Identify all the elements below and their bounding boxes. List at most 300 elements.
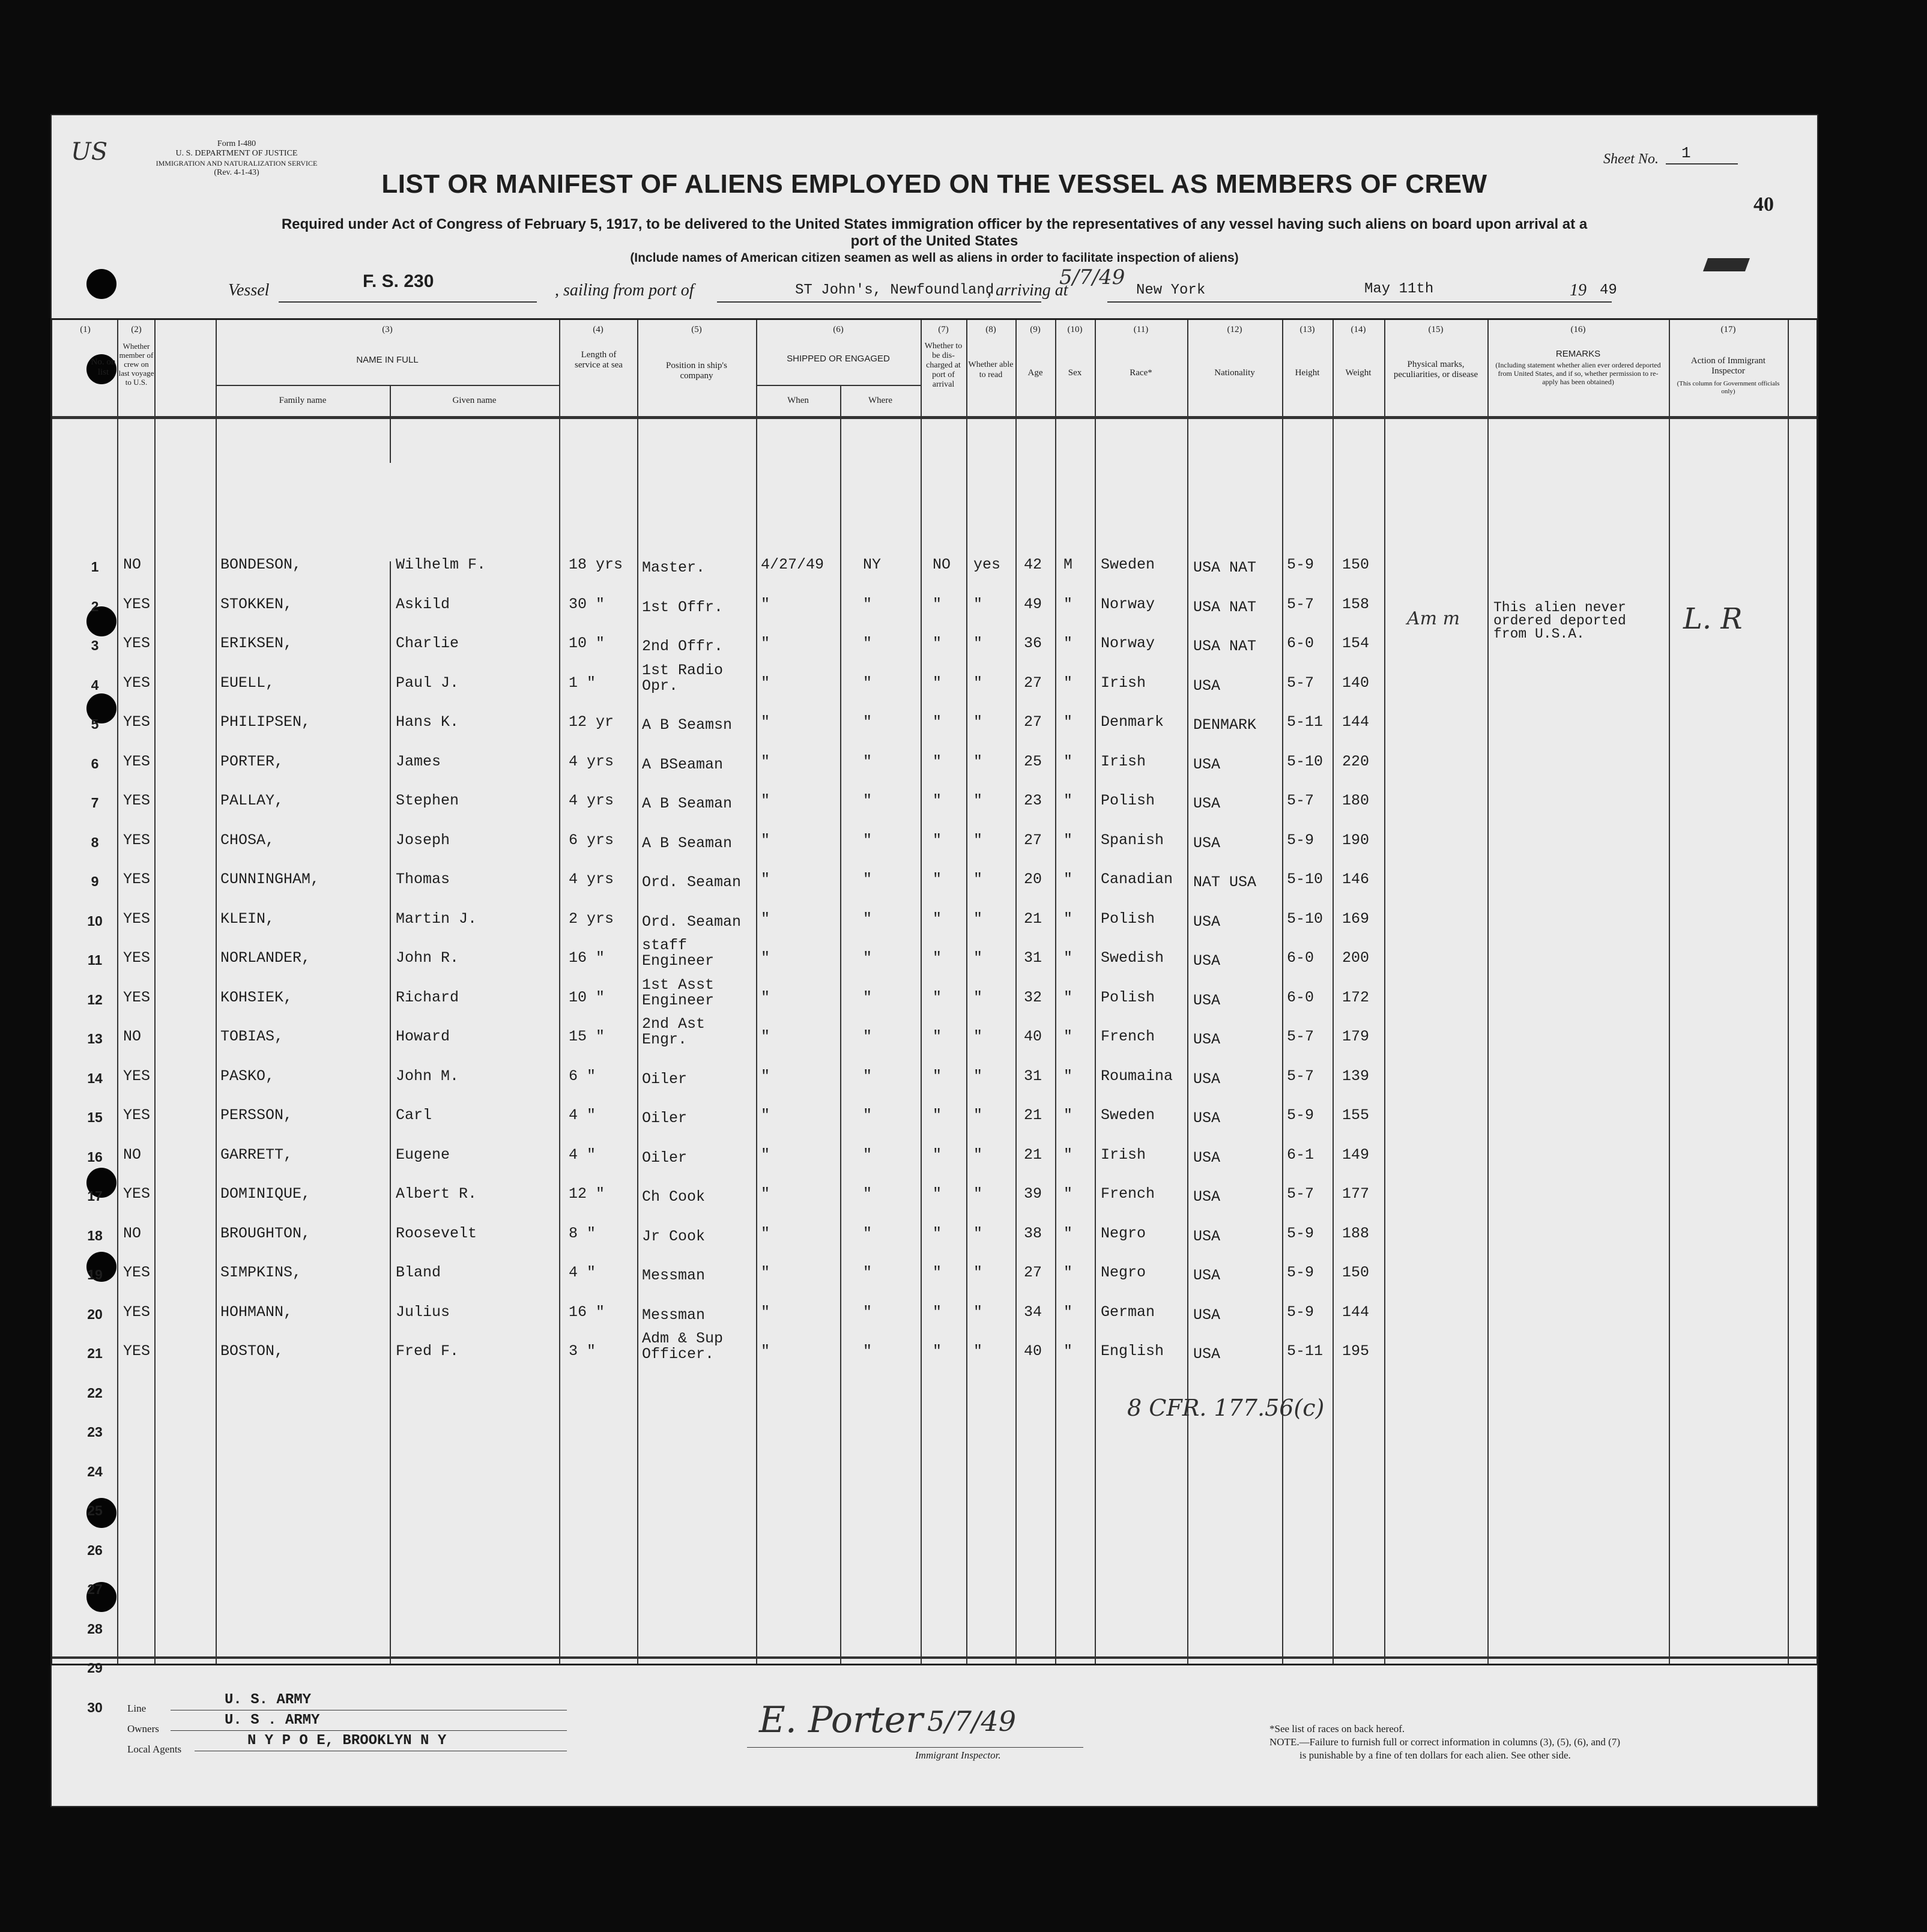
- crossed-stamp: [1703, 258, 1750, 271]
- cell-service-length: 4 ": [569, 1264, 596, 1281]
- cell-race: Roumaina: [1101, 1067, 1173, 1085]
- form-instruction: (Include names of American citizen seamen as well as aliens in order to facilitate inspection of aliens): [630, 251, 1239, 265]
- cell-sex: ": [1063, 1185, 1073, 1203]
- header-able-to-read: Whether able to read: [968, 360, 1014, 379]
- cell-discharged: ": [933, 831, 942, 849]
- cell-shipped-when: ": [761, 988, 770, 1006]
- cell-position: Adm & Sup Officer.: [642, 1330, 724, 1363]
- cell-race: German: [1101, 1303, 1155, 1321]
- row-number: 13: [87, 1031, 103, 1046]
- row-number: 11: [87, 952, 103, 968]
- row-number: 23: [87, 1424, 103, 1440]
- cell-position: A B Seaman: [642, 795, 733, 812]
- cell-position: Ord. Seaman: [642, 874, 742, 891]
- header-nationality: Nationality: [1214, 368, 1255, 378]
- cell-shipped-when: ": [761, 1146, 770, 1164]
- header-when: When: [787, 396, 809, 405]
- cell-shipped-where: ": [863, 910, 873, 928]
- row-number: 4: [91, 677, 99, 693]
- cell-shipped-where: ": [863, 1067, 873, 1085]
- cell-family-name: HOHMANN,: [220, 1303, 293, 1321]
- agents-label: Local Agents: [127, 1743, 182, 1755]
- cell-position: Oiler: [642, 1149, 688, 1167]
- header-length-service: Length of service at sea: [575, 350, 623, 370]
- cell-position: A B Seamsn: [642, 716, 733, 734]
- cell-height: 5-10: [1287, 752, 1323, 770]
- cell-height: 5-10: [1287, 871, 1323, 888]
- header-given-name: Given name: [452, 396, 497, 405]
- cell-given-name: Eugene: [396, 1146, 450, 1164]
- cell-able-to-read: ": [973, 752, 983, 770]
- cell-nationality: USA: [1193, 1227, 1221, 1245]
- owners-label: Owners: [127, 1723, 159, 1734]
- cell-race: Polish: [1101, 910, 1155, 928]
- cell-able-to-read: ": [973, 831, 983, 849]
- cell-discharged: ": [933, 910, 942, 928]
- row-number: 26: [87, 1542, 103, 1558]
- cell-service-length: 4 yrs: [569, 871, 614, 888]
- cell-weight: 158: [1342, 595, 1370, 613]
- cell-height: 5-7: [1287, 792, 1314, 809]
- cell-service-length: 16 ": [569, 1303, 605, 1321]
- cell-position: 2nd Ast Engr.: [642, 1015, 706, 1048]
- corner-mark: US: [71, 138, 108, 166]
- inspector-label: Immigrant Inspector.: [915, 1749, 1001, 1761]
- cell-last-voyage: YES: [123, 792, 151, 809]
- sheet-number: 1: [1681, 144, 1691, 162]
- cell-shipped-when: ": [761, 910, 770, 928]
- cell-position: Messman: [642, 1267, 706, 1284]
- cell-able-to-read: ": [973, 1264, 983, 1281]
- cell-weight: 150: [1342, 556, 1370, 573]
- row-number: 21: [87, 1345, 103, 1361]
- cell-able-to-read: ": [973, 871, 983, 888]
- header-whether-member: Whether member of crew on last voyage to U.S.: [118, 342, 154, 387]
- cell-discharged: ": [933, 1264, 942, 1281]
- cell-age: 31: [1024, 1067, 1042, 1085]
- cell-given-name: Askild: [396, 595, 450, 613]
- cell-last-voyage: YES: [123, 871, 151, 888]
- cell-last-voyage: YES: [123, 1106, 151, 1124]
- cell-weight: 220: [1342, 752, 1370, 770]
- cell-age: 20: [1024, 871, 1042, 888]
- cell-position: Ch Cook: [642, 1188, 706, 1206]
- cell-last-voyage: YES: [123, 1067, 151, 1085]
- cell-family-name: KOHSIEK,: [220, 988, 293, 1006]
- cell-shipped-where: ": [863, 1224, 873, 1242]
- cell-last-voyage: YES: [123, 910, 151, 928]
- row-number: 28: [87, 1620, 103, 1637]
- cell-discharged: ": [933, 988, 942, 1006]
- revision-date: (Rev. 4-1-43): [214, 168, 259, 177]
- cell-race: French: [1101, 1028, 1155, 1045]
- cell-family-name: EUELL,: [220, 674, 275, 692]
- cell-age: 21: [1024, 910, 1042, 928]
- cell-family-name: GARRETT,: [220, 1146, 293, 1164]
- cell-height: 5-9: [1287, 1264, 1314, 1281]
- cell-height: 5-9: [1287, 1106, 1314, 1124]
- row-number: 10: [87, 913, 103, 929]
- cell-given-name: Stephen: [396, 792, 459, 809]
- cell-weight: 169: [1342, 910, 1370, 928]
- signature-date: 5/7/49: [927, 1705, 1017, 1737]
- row-number: 14: [87, 1070, 103, 1086]
- cell-height: 5-7: [1287, 674, 1314, 692]
- cell-able-to-read: ": [973, 635, 983, 652]
- cell-nationality: USA: [1193, 1031, 1221, 1048]
- cell-age: 40: [1024, 1342, 1042, 1360]
- header-remarks-note: (Including statement whether alien ever ordered deported from United States, and if so, whether permission to re-apply has been obtained): [1495, 361, 1661, 386]
- cell-shipped-where: ": [863, 949, 873, 967]
- cell-sex: ": [1063, 871, 1073, 888]
- header-name-in-full: NAME IN FULL: [356, 355, 419, 365]
- cell-service-length: 3 ": [569, 1342, 596, 1360]
- cell-last-voyage: NO: [123, 1028, 142, 1045]
- header-weight: Weight: [1345, 368, 1372, 378]
- cell-age: 27: [1024, 1264, 1042, 1281]
- cell-service-length: 4 ": [569, 1146, 596, 1164]
- cell-last-voyage: YES: [123, 1303, 151, 1321]
- header-remarks: REMARKS: [1555, 349, 1601, 359]
- cell-last-voyage: NO: [123, 1224, 142, 1242]
- cell-given-name: Richard: [396, 988, 459, 1006]
- cell-shipped-when: ": [761, 871, 770, 888]
- row-number: 19: [87, 1267, 103, 1282]
- cell-discharged: ": [933, 635, 942, 652]
- cell-age: 21: [1024, 1106, 1042, 1124]
- row-number: 27: [87, 1581, 103, 1597]
- cell-given-name: Howard: [396, 1028, 450, 1045]
- cell-last-voyage: YES: [123, 988, 151, 1006]
- cell-sex: ": [1063, 949, 1073, 967]
- cell-age: 27: [1024, 831, 1042, 849]
- header-position: Position in ship's company: [666, 361, 727, 381]
- cell-able-to-read: ": [973, 674, 983, 692]
- cell-discharged: ": [933, 1224, 942, 1242]
- cell-service-length: 4 yrs: [569, 752, 614, 770]
- cell-given-name: Fred F.: [396, 1342, 459, 1360]
- vessel-label: Vessel: [228, 281, 270, 300]
- cell-position: Ord. Seaman: [642, 913, 742, 931]
- cell-shipped-when: ": [761, 713, 770, 731]
- cell-race: French: [1101, 1185, 1155, 1203]
- cell-weight: 155: [1342, 1106, 1370, 1124]
- arriving-label: , arriving at: [987, 281, 1068, 300]
- cell-age: 23: [1024, 792, 1042, 809]
- cell-height: 6-0: [1287, 949, 1314, 967]
- form-number: Form I-480: [217, 139, 256, 148]
- cell-service-length: 30 ": [569, 595, 605, 613]
- cell-age: 36: [1024, 635, 1042, 652]
- cell-position: A B Seaman: [642, 834, 733, 852]
- cell-race: Canadian: [1101, 871, 1173, 888]
- cell-position: 2nd Offr.: [642, 638, 724, 655]
- department-name: U. S. DEPARTMENT OF JUSTICE: [175, 149, 298, 158]
- cell-race: Polish: [1101, 988, 1155, 1006]
- cell-given-name: Carl: [396, 1106, 432, 1124]
- cell-discharged: NO: [933, 556, 951, 573]
- cell-last-voyage: YES: [123, 949, 151, 967]
- service-name: IMMIGRATION AND NATURALIZATION SERVICE: [156, 159, 318, 168]
- cell-discharged: ": [933, 792, 942, 809]
- cell-discharged: ": [933, 871, 942, 888]
- cell-family-name: BROUGHTON,: [220, 1224, 311, 1242]
- cell-shipped-where: ": [863, 1264, 873, 1281]
- row-number: 8: [91, 834, 99, 850]
- cell-able-to-read: ": [973, 988, 983, 1006]
- cell-given-name: Bland: [396, 1264, 441, 1281]
- cell-discharged: ": [933, 713, 942, 731]
- row-number: 29: [87, 1660, 103, 1676]
- cell-family-name: TOBIAS,: [220, 1028, 284, 1045]
- cell-family-name: CHOSA,: [220, 831, 275, 849]
- cell-race: Sweden: [1101, 556, 1155, 573]
- cell-position: Messman: [642, 1306, 706, 1324]
- cell-shipped-when: ": [761, 595, 770, 613]
- cell-shipped-when: ": [761, 1028, 770, 1045]
- cell-last-voyage: NO: [123, 1146, 142, 1164]
- cell-shipped-where: ": [863, 792, 873, 809]
- cell-race: Norway: [1101, 635, 1155, 652]
- cell-service-length: 10 ": [569, 988, 605, 1006]
- cell-age: 27: [1024, 713, 1042, 731]
- manifest-page: [50, 114, 1818, 1807]
- cell-able-to-read: ": [973, 910, 983, 928]
- cell-able-to-read: ": [973, 1185, 983, 1203]
- cell-given-name: James: [396, 752, 441, 770]
- cell-race: Irish: [1101, 752, 1146, 770]
- cell-family-name: NORLANDER,: [220, 949, 311, 967]
- cell-family-name: PHILIPSEN,: [220, 713, 311, 731]
- cell-given-name: Paul J.: [396, 674, 459, 692]
- header-where: Where: [868, 396, 892, 405]
- cell-sex: ": [1063, 1106, 1073, 1124]
- year-prefix: 19: [1570, 281, 1587, 300]
- cell-last-voyage: YES: [123, 831, 151, 849]
- cell-weight: 179: [1342, 1028, 1370, 1045]
- row-number: 17: [87, 1188, 103, 1204]
- port-of-arrival: New York: [1136, 282, 1206, 298]
- cell-nationality: USA: [1193, 795, 1221, 812]
- cell-height: 5-9: [1287, 831, 1314, 849]
- arrival-date: May 11th: [1364, 281, 1434, 297]
- cell-sex: ": [1063, 1264, 1073, 1281]
- cell-height: 5-7: [1287, 1185, 1314, 1203]
- arrival-handwritten-date: 5/7/49: [1059, 265, 1125, 289]
- cell-service-length: 12 ": [569, 1185, 605, 1203]
- row-number: 25: [87, 1503, 103, 1518]
- cell-race: Swedish: [1101, 949, 1164, 967]
- cell-discharged: ": [933, 674, 942, 692]
- agents-value: N Y P O E, BROOKLYN N Y: [247, 1733, 447, 1749]
- cell-sex: ": [1063, 713, 1073, 731]
- cell-last-voyage: YES: [123, 713, 151, 731]
- cell-family-name: ERIKSEN,: [220, 635, 293, 652]
- cell-given-name: Martin J.: [396, 910, 477, 928]
- cell-family-name: PALLAY,: [220, 792, 284, 809]
- cell-position: Master.: [642, 559, 706, 576]
- cell-nationality: USA: [1193, 755, 1221, 773]
- crew-table: (1) (2) (3) (4) (5) (6) (7) (8) (9) (10) (11) (12) (13) (14) (15) (16) (17) No. on list Whether member of crew on last voyage to U.S. NAME IN FULL Family name Given name Length of service at sea Position in ship's company SHIPPED OR ENGAGED When Where Whether to be dis-charged at port of arrival Whether able to read Age Sex Race* Nationality Height Weight Physical marks, peculiarities, or disease REMARKS (Including statement whether alien ever ordered deported from United States, and if so, whether permission to re-apply has been obtained) Action of Immigrant Inspector (This column for Government officials only) 1 NO BONDESON, Wilhelm F. 18 yrs Master. 4/27/49 NY NO yes 42 M Sweden USA NAT 5-9 150 2 YES STOKKEN, Askild 30 " 1st Offr. " " " " 49 " Norway USA NAT 5-7 158 3 YES ERIKSEN, Charlie 10 " 2nd Offr. " " " " 36 " Norway USA NAT 6-0 154 4 YES EUELL, Paul J. 1 " 1st Radio Opr. " " " " 27 " Irish USA 5-7 140 5 YES PHILIPSEN, Hans K. 12 yr A B Seamsn " " " " 27 " Denmark DENMARK 5-11 144 6 YES PORTER, James 4 yrs A BSeaman " " " " 25 " Irish USA 5-10 220 7 YES PALLAY, Stephen 4 yrs A B Seaman " " " " 23 " Polish USA 5-7 180 8 YES CHOSA, Joseph 6 yrs A B Seaman " " " " 27 " Spanish USA 5-9 190 9 YES CUNNINGHAM, Thomas 4 yrs Ord. Seaman " " " " 20 " Canadian NAT USA 5-10 146 10 YES KLEIN, Martin J. 2 yrs Ord. Seaman " " " " 21 " Polish USA 5-10 169 11 YES NORLANDER, John R. 16 " staff Engineer " " " " 31 " Swedish USA 6-0 200 12 YES KOHSIEK, Richard 10 " 1st Asst Engineer " " " " 32 " Polish USA 6-0 172 13 NO TOBIAS, Howard 15 " 2nd Ast Engr. " " " " 40 " French USA 5-7 179 14 YES PASKO, John M. 6 " Oiler " " " " 31 " Roumaina USA 5-7 139 15 YES PERSSON, Carl 4 " Oiler " " " " 21 " Sweden USA 5-9 155 16 NO GARRETT, Eugene 4 " Oiler " " " " 21 " Irish USA 6-1 149 17 YES DOMINIQUE, Albert R. 12 " Ch Cook " " " " 39 " French USA 5-7 177 18 NO BROUGHTON, Roosevelt 8 " Jr Cook " " " " 38 " Negro USA 5-9 188 19 YES SIMPKINS, Bland 4 " Messman " " " " 27 " Negro USA 5-9 150 20 YES HOHMANN, Julius 16 " Messman " " " " 34 " German USA 5-9 144 21 YES BOSTON, Fred F. 3 " Adm & Sup Officer. " " " " 40 " English USA 5-11 195 22 23 24 25 26 27 28 29 30 This alien never ordered deported from U.S.A. Am m L. R 8 CFR. 177.56(c): [50, 318, 1818, 1665]
- cell-able-to-read: ": [973, 1146, 983, 1164]
- cell-nationality: USA NAT: [1193, 559, 1257, 576]
- header-age: Age: [1027, 368, 1043, 378]
- cell-family-name: PASKO,: [220, 1067, 275, 1085]
- cell-weight: 195: [1342, 1342, 1370, 1360]
- sheet-label: Sheet No.: [1603, 151, 1659, 167]
- cell-family-name: KLEIN,: [220, 910, 275, 928]
- cell-given-name: Thomas: [396, 871, 450, 888]
- page-number: 40: [1753, 193, 1774, 216]
- cell-nationality: USA: [1193, 1267, 1221, 1284]
- cell-nationality: DENMARK: [1193, 716, 1257, 734]
- row-number: 6: [91, 755, 99, 771]
- cell-position: 1st Asst Engineer: [642, 976, 715, 1009]
- cell-shipped-when: ": [761, 1303, 770, 1321]
- cell-race: English: [1101, 1342, 1164, 1360]
- cell-age: 27: [1024, 674, 1042, 692]
- cell-service-length: 6 yrs: [569, 831, 614, 849]
- cell-race: Sweden: [1101, 1106, 1155, 1124]
- cell-weight: 149: [1342, 1146, 1370, 1164]
- cell-shipped-when: ": [761, 674, 770, 692]
- cell-family-name: BONDESON,: [220, 556, 302, 573]
- cfr-note: 8 CFR. 177.56(c): [1127, 1395, 1325, 1421]
- cell-discharged: ": [933, 1106, 942, 1124]
- cell-age: 38: [1024, 1224, 1042, 1242]
- cell-service-length: 6 ": [569, 1067, 596, 1085]
- cell-weight: 180: [1342, 792, 1370, 809]
- form-subtitle-2: port of the United States: [850, 233, 1018, 249]
- cell-shipped-where: ": [863, 674, 873, 692]
- cell-family-name: DOMINIQUE,: [220, 1185, 311, 1203]
- row-number: 5: [91, 716, 99, 732]
- cell-shipped-where: ": [863, 635, 873, 652]
- row-number: 7: [91, 795, 99, 811]
- cell-able-to-read: yes: [973, 556, 1001, 573]
- cell-discharged: ": [933, 1146, 942, 1164]
- cell-last-voyage: YES: [123, 595, 151, 613]
- cell-family-name: CUNNINGHAM,: [220, 871, 320, 888]
- cell-last-voyage: YES: [123, 635, 151, 652]
- cell-position: staff Engineer: [642, 937, 715, 970]
- cell-height: 5-7: [1287, 1028, 1314, 1045]
- cell-sex: ": [1063, 1342, 1073, 1360]
- cell-race: Irish: [1101, 1146, 1146, 1164]
- cell-discharged: ": [933, 1185, 942, 1203]
- cell-given-name: Joseph: [396, 831, 450, 849]
- cell-weight: 150: [1342, 1264, 1370, 1281]
- cell-race: Negro: [1101, 1224, 1146, 1242]
- row-number: 3: [91, 638, 99, 653]
- cell-sex: ": [1063, 910, 1073, 928]
- cell-discharged: ": [933, 1303, 942, 1321]
- cell-height: 5-11: [1287, 1342, 1323, 1360]
- cell-given-name: Hans K.: [396, 713, 459, 731]
- cell-sex: ": [1063, 674, 1073, 692]
- cell-weight: 154: [1342, 635, 1370, 652]
- cell-shipped-where: ": [863, 752, 873, 770]
- cell-last-voyage: NO: [123, 556, 142, 573]
- punch-hole: [86, 269, 116, 299]
- cell-height: 5-7: [1287, 595, 1314, 613]
- cell-shipped-where: NY: [863, 556, 882, 573]
- cell-given-name: Wilhelm F.: [396, 556, 486, 573]
- cell-discharged: ": [933, 1028, 942, 1045]
- cell-able-to-read: ": [973, 792, 983, 809]
- cell-shipped-when: ": [761, 831, 770, 849]
- row-number: 9: [91, 874, 99, 889]
- row-number: 2: [91, 598, 99, 614]
- line-value: U. S. ARMY: [225, 1692, 312, 1708]
- cell-nationality: USA: [1193, 991, 1221, 1009]
- cell-nationality: USA: [1193, 1070, 1221, 1088]
- cell-weight: 144: [1342, 1303, 1370, 1321]
- cell-able-to-read: ": [973, 1342, 983, 1360]
- cell-height: 5-9: [1287, 1224, 1314, 1242]
- cell-nationality: USA: [1193, 1149, 1221, 1167]
- cell-discharged: ": [933, 1067, 942, 1085]
- cell-sex: M: [1063, 556, 1073, 573]
- cell-discharged: ": [933, 595, 942, 613]
- header-no-on-list: No. on list: [91, 357, 116, 377]
- cell-shipped-where: ": [863, 713, 873, 731]
- cell-shipped-where: ": [863, 831, 873, 849]
- cell-position: 1st Offr.: [642, 598, 724, 616]
- cell-service-length: 4 yrs: [569, 792, 614, 809]
- cell-height: 5-11: [1287, 713, 1323, 731]
- header-shipped-engaged: SHIPPED OR ENGAGED: [787, 354, 890, 364]
- line-label: Line: [127, 1703, 147, 1714]
- cell-last-voyage: YES: [123, 752, 151, 770]
- cell-shipped-where: ": [863, 1146, 873, 1164]
- cell-able-to-read: ": [973, 949, 983, 967]
- cell-shipped-when: ": [761, 752, 770, 770]
- cell-weight: 140: [1342, 674, 1370, 692]
- sailing-label: , sailing from port of: [555, 281, 694, 300]
- row5-physical-handwritten: Am m: [1407, 608, 1460, 629]
- row-number: 16: [87, 1149, 103, 1165]
- cell-sex: ": [1063, 1303, 1073, 1321]
- row-number: 15: [87, 1109, 103, 1125]
- cell-service-length: 18 yrs: [569, 556, 623, 573]
- cell-given-name: Roosevelt: [396, 1224, 477, 1242]
- form-subtitle: Required under Act of Congress of February 5, 1917, to be delivered to the United States immigration officer by the representatives of any vessel having such aliens on board upon arrival at a: [281, 216, 1588, 232]
- cell-nationality: NAT USA: [1193, 874, 1257, 891]
- cell-shipped-where: ": [863, 1028, 873, 1045]
- cell-shipped-where: ": [863, 1303, 873, 1321]
- cell-shipped-where: ": [863, 1106, 873, 1124]
- cell-position: Oiler: [642, 1070, 688, 1088]
- cell-shipped-when: ": [761, 1067, 770, 1085]
- cell-shipped-where: ": [863, 988, 873, 1006]
- cell-weight: 144: [1342, 713, 1370, 731]
- cell-service-length: 4 ": [569, 1106, 596, 1124]
- cell-given-name: Charlie: [396, 635, 459, 652]
- header-physical-marks: Physical marks, peculiarities, or disease: [1393, 360, 1478, 379]
- cell-height: 6-0: [1287, 988, 1314, 1006]
- cell-nationality: USA NAT: [1193, 638, 1257, 655]
- row5-inspector-action: L. R: [1683, 602, 1743, 636]
- races-note: *See list of races on back hereof.: [1269, 1723, 1405, 1734]
- cell-age: 32: [1024, 988, 1042, 1006]
- penalty-note: NOTE.—Failure to furnish full or correct information in columns (3), (5), (6), and (7): [1269, 1736, 1620, 1748]
- cell-shipped-when: ": [761, 949, 770, 967]
- cell-position: 1st Radio Opr.: [642, 661, 724, 695]
- cell-shipped-where: ": [863, 1185, 873, 1203]
- cell-shipped-when: 4/27/49: [761, 556, 824, 573]
- cell-height: 5-9: [1287, 556, 1314, 573]
